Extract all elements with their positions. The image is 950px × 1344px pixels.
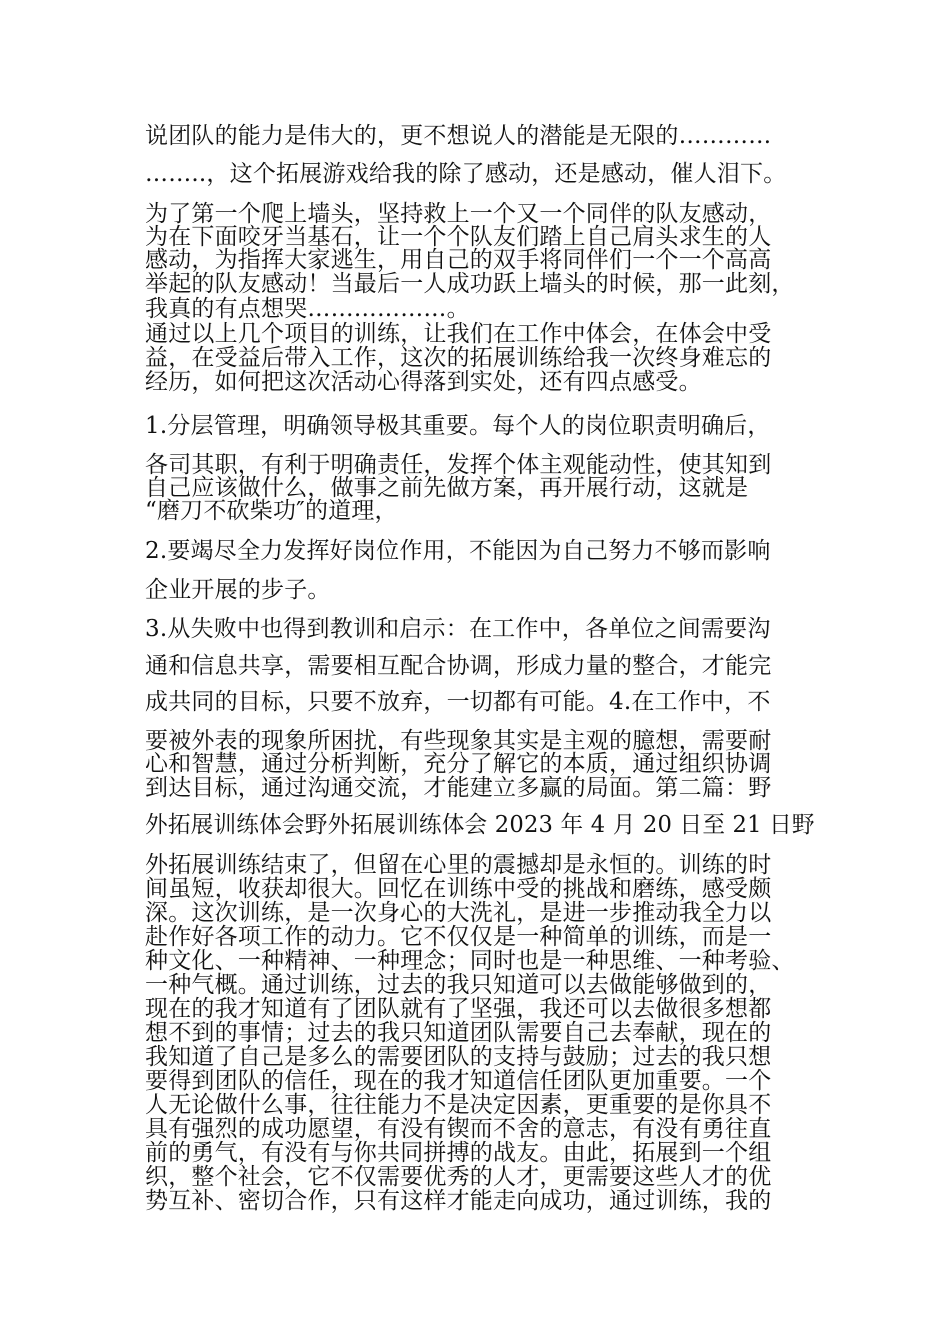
text-line: 3.从失败中也得到教训和启示：在工作中，各单位之间需要沟 <box>145 616 771 642</box>
text-line: 外拓展训练结束了，但留在心里的震撼却是永恒的。训练的时 <box>145 852 772 878</box>
text-line: 举起的队友感动！当最后一人成功跃上墙头的时候，那一此刻， <box>145 271 795 297</box>
text-line: 势互补、密切合作，只有这样才能走向成功，通过训练，我的 <box>145 1188 772 1214</box>
text-line: 间虽短，收获却很大。回忆在训练中受的挑战和磨练，感受颇 <box>145 876 772 902</box>
text-line: 自己应该做什么，做事之前先做方案，再开展行动，这就是 <box>145 475 749 501</box>
text-line: 织，整个社会，它不仅需要优秀的人才，更需要这些人才的优 <box>145 1164 772 1190</box>
text-line: 具有强烈的成功愿望，有没有锲而不舍的意志，有没有勇往直 <box>145 1116 772 1142</box>
text-line: 说团队的能力是伟大的，更不想说人的潜能是无限的………… <box>145 123 772 149</box>
text-line: ……..，这个拓展游戏给我的除了感动，还是感动，催人泪下。 <box>145 161 787 187</box>
text-line: 为在下面咬牙当基石，让一个个队友们踏上自己肩头求生的人 <box>145 224 772 250</box>
text-line: 想不到的事情；过去的我只知道团队需要自己去奉献，现在的 <box>145 1020 772 1046</box>
text-line: 企业开展的步子。 <box>145 577 331 603</box>
text-line: 外拓展训练体会野外拓展训练体会 2023 年 4 月 20 日至 21 日野 <box>145 812 815 838</box>
text-line: 深。这次训练，是一次身心的大洗礼，是进一步推动我全力以 <box>145 900 772 926</box>
text-line: 要得到团队的信任，现在的我才知道信任团队更加重要。一个 <box>145 1068 772 1094</box>
text-line: 前的勇气，有没有与你共同拼搏的战友。由此，拓展到一个组 <box>145 1140 772 1166</box>
text-line: 益，在受益后带入工作，这次的拓展训练给我一次终身难忘的 <box>145 345 772 371</box>
text-line: 一种气概。通过训练，过去的我只知道可以去做能够做到的， <box>145 972 772 998</box>
text-line: 心和智慧，通过分析判断，充分了解它的本质，通过组织协调 <box>145 751 772 777</box>
text-line: 各司其职，有利于明确责任，发挥个体主观能动性，使其知到 <box>145 452 772 478</box>
text-line: 1.分层管理，明确领导极其重要。每个人的岗位职责明确后， <box>145 413 771 439</box>
text-line: 赴作好各项工作的动力。它不仅仅是一种简单的训练，而是一 <box>145 924 772 950</box>
text-line: 到达目标，通过沟通交流，才能建立多赢的局面。第二篇：野 <box>145 775 772 801</box>
text-line: 2.要竭尽全力发挥好岗位作用，不能因为自己努力不够而影响 <box>145 538 771 564</box>
text-line: 种文化、一种精神、一种理念；同时也是一种思维、一种考验、 <box>145 948 795 974</box>
text-line: 通和信息共享，需要相互配合协调，形成力量的整合，才能完 <box>145 653 772 679</box>
text-line: 成共同的目标，只要不放弃，一切都有可能。4.在工作中，不 <box>145 689 771 715</box>
text-line: 经历，如何把这次活动心得落到实处，还有四点感受。 <box>145 369 702 395</box>
text-line: 我知道了自己是多么的需要团队的支持与鼓励；过去的我只想 <box>145 1044 772 1070</box>
text-line: 感动，为指挥大家逃生，用自己的双手将同伴们一个一个高高 <box>145 247 772 273</box>
text-line: 要被外表的现象所困扰，有些现象其实是主观的臆想，需要耐 <box>145 728 772 754</box>
text-line: “磨刀不砍柴功″的道理， <box>145 498 398 524</box>
text-line: 通过以上几个项目的训练，让我们在工作中体会，在体会中受 <box>145 321 772 347</box>
text-line: 我真的有点想哭………………。 <box>145 296 470 322</box>
text-line: 为了第一个爬上墙头，坚持救上一个又一个同伴的队友感动， <box>145 201 772 227</box>
text-line: 现在的我才知道有了团队就有了坚强，我还可以去做很多想都 <box>145 996 772 1022</box>
text-line: 人无论做什么事，往往能力不是决定因素，更重要的是你具不 <box>145 1092 772 1118</box>
